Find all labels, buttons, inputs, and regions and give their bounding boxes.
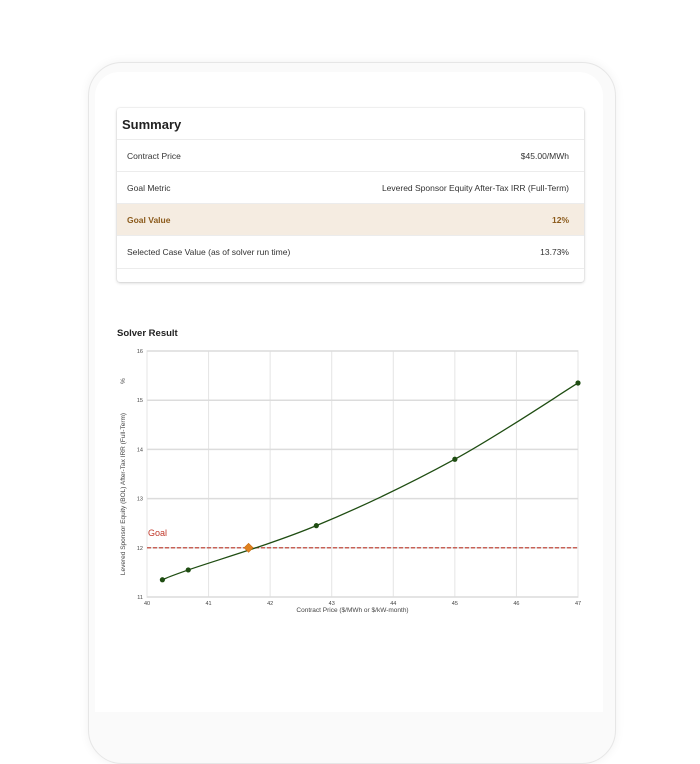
x-tick-label: 42 (267, 601, 274, 607)
data-point (575, 380, 580, 385)
y-tick-label: 11 (137, 595, 143, 601)
summary-card (117, 108, 584, 282)
row-label: Contract Price (127, 151, 181, 161)
x-axis-label: Contract Price ($/MWh or $/kW-month) (296, 607, 409, 614)
goal-label: Goal (148, 527, 168, 538)
row-value: 12% (551, 215, 569, 225)
x-tick-label: 45 (451, 601, 458, 607)
row-value: $45.00/MWh (520, 151, 569, 161)
x-tick-label: 46 (513, 601, 520, 607)
summary-row-goal-value (117, 203, 584, 236)
y-tick-label: 13 (136, 496, 143, 503)
x-tick-label: 40 (143, 601, 151, 607)
row-label: Selected Case Value (as of solver run time) (127, 247, 291, 257)
y-axis-unit: % (120, 378, 127, 384)
y-tick-label: 14 (136, 447, 143, 454)
data-point (314, 523, 319, 528)
summary-row-selected-case-value (117, 235, 584, 269)
row-label: Goal Metric (127, 183, 171, 193)
plot-area (147, 351, 578, 597)
data-point (186, 567, 191, 572)
x-tick-label: 41 (205, 601, 212, 607)
row-label: Goal Value (127, 215, 171, 225)
y-tick-label: 15 (136, 398, 143, 405)
summary-row-contract-price (117, 139, 584, 172)
y-tick-label: 16 (136, 349, 143, 355)
x-tick-label: 43 (328, 601, 335, 607)
screen-bottom (95, 660, 603, 700)
y-axis-label: Levered Sponsor Equity (BOL) After-Tax IRR (Full-Term) (120, 412, 127, 576)
data-point (452, 457, 457, 462)
x-tick-label: 44 (390, 601, 397, 607)
summary-row-goal-metric (117, 171, 584, 204)
x-tick-label: 47 (574, 601, 582, 607)
solver-result-chart (110, 340, 590, 620)
data-point (160, 577, 165, 582)
row-value: 13.73% (540, 247, 569, 257)
y-tick-label: 12 (136, 545, 143, 552)
row-value: Levered Sponsor Equity After-Tax IRR (Full-Term) (381, 183, 569, 193)
summary-title: Summary (122, 117, 182, 132)
chart-title: Solver Result (117, 328, 178, 339)
